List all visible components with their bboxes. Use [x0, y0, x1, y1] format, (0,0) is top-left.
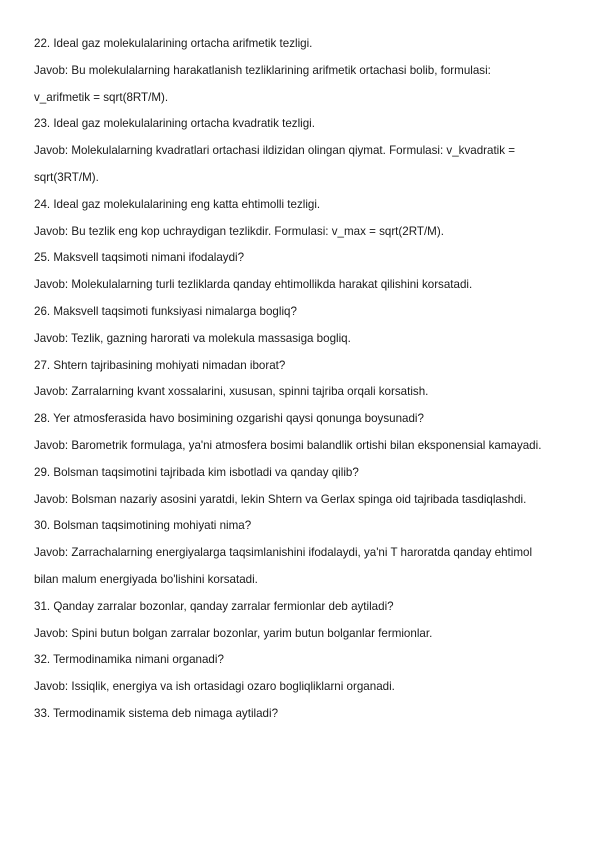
- answer-24: Javob: Bu tezlik eng kop uchraydigan tezlikdir. Formulasi: v_max = sqrt(2RT/M).: [34, 224, 444, 238]
- answer-26: Javob: Tezlik, gazning harorati va molekula massasiga bogliq.: [34, 331, 351, 345]
- question-23: 23. Ideal gaz molekulalarining ortacha kvadratik tezligi.: [34, 117, 315, 131]
- answer-23-line-1: Javob: Molekulalarning kvadratlari ortachasi ildizidan olingan qiymat. Formulasi: v_kvadratik =: [34, 144, 516, 158]
- question-31: 31. Qanday zarralar bozonlar, qanday zarralar fermionlar deb aytiladi?: [34, 599, 394, 613]
- answer-23-line-2: sqrt(3RT/M).: [34, 170, 99, 184]
- answer-28: Javob: Barometrik formulaga, ya'ni atmosfera bosimi balandlik ortishi bilan eksponensial kamayadi.: [34, 438, 542, 452]
- answer-32: Javob: Issiqlik, energiya va ish ortasidagi ozaro bogliqliklarni organadi.: [34, 680, 395, 694]
- question-26: 26. Maksvell taqsimoti funksiyasi nimalarga bogliq?: [34, 304, 297, 318]
- question-33: 33. Termodinamik sistema deb nimaga aytiladi?: [34, 706, 279, 720]
- question-24: 24. Ideal gaz molekulalarining eng katta ehtimolli tezligi.: [34, 197, 321, 211]
- question-30: 30. Bolsman taqsimotining mohiyati nima?: [34, 519, 252, 533]
- question-28: 28. Yer atmosferasida havo bosimining ozgarishi qaysi qonunga boysunadi?: [34, 412, 424, 426]
- answer-29: Javob: Bolsman nazariy asosini yaratdi, lekin Shtern va Gerlax spinga oid tajribada tasdiqlashdi.: [34, 492, 527, 506]
- question-32: 32. Termodinamika nimani organadi?: [34, 653, 224, 667]
- answer-22-line-1: Javob: Bu molekulalarning harakatlanish tezliklarining arifmetik ortachasi bolib, formulasi:: [34, 63, 491, 77]
- question-25: 25. Maksvell taqsimoti nimani ifodalaydi?: [34, 251, 245, 265]
- answer-27: Javob: Zarralarning kvant xossalarini, xususan, spinni tajriba orqali korsatish.: [34, 385, 429, 399]
- question-29: 29. Bolsman taqsimotini tajribada kim isbotladi va qanday qilib?: [34, 465, 359, 479]
- document-body: [34, 31, 574, 728]
- answer-30-line-1: Javob: Zarrachalarning energiyalarga taqsimlanishini ifodalaydi, ya'ni T haroratda qanday ehtimol: [34, 546, 533, 560]
- question-22: 22. Ideal gaz molekulalarining ortacha arifmetik tezligi.: [34, 37, 313, 50]
- answer-30-line-2: bilan malum energiyada bo'lishini korsatadi.: [34, 572, 258, 586]
- answer-31: Javob: Spini butun bolgan zarralar bozonlar, yarim butun bolganlar fermionlar.: [34, 626, 433, 640]
- answer-25: Javob: Molekulalarning turli tezliklarda qanday ehtimollikda harakat qilishini korsatadi.: [34, 278, 473, 292]
- question-27: 27. Shtern tajribasining mohiyati nimadan iborat?: [34, 358, 286, 372]
- answer-22-line-2: v_arifmetik = sqrt(8RT/M).: [34, 90, 169, 104]
